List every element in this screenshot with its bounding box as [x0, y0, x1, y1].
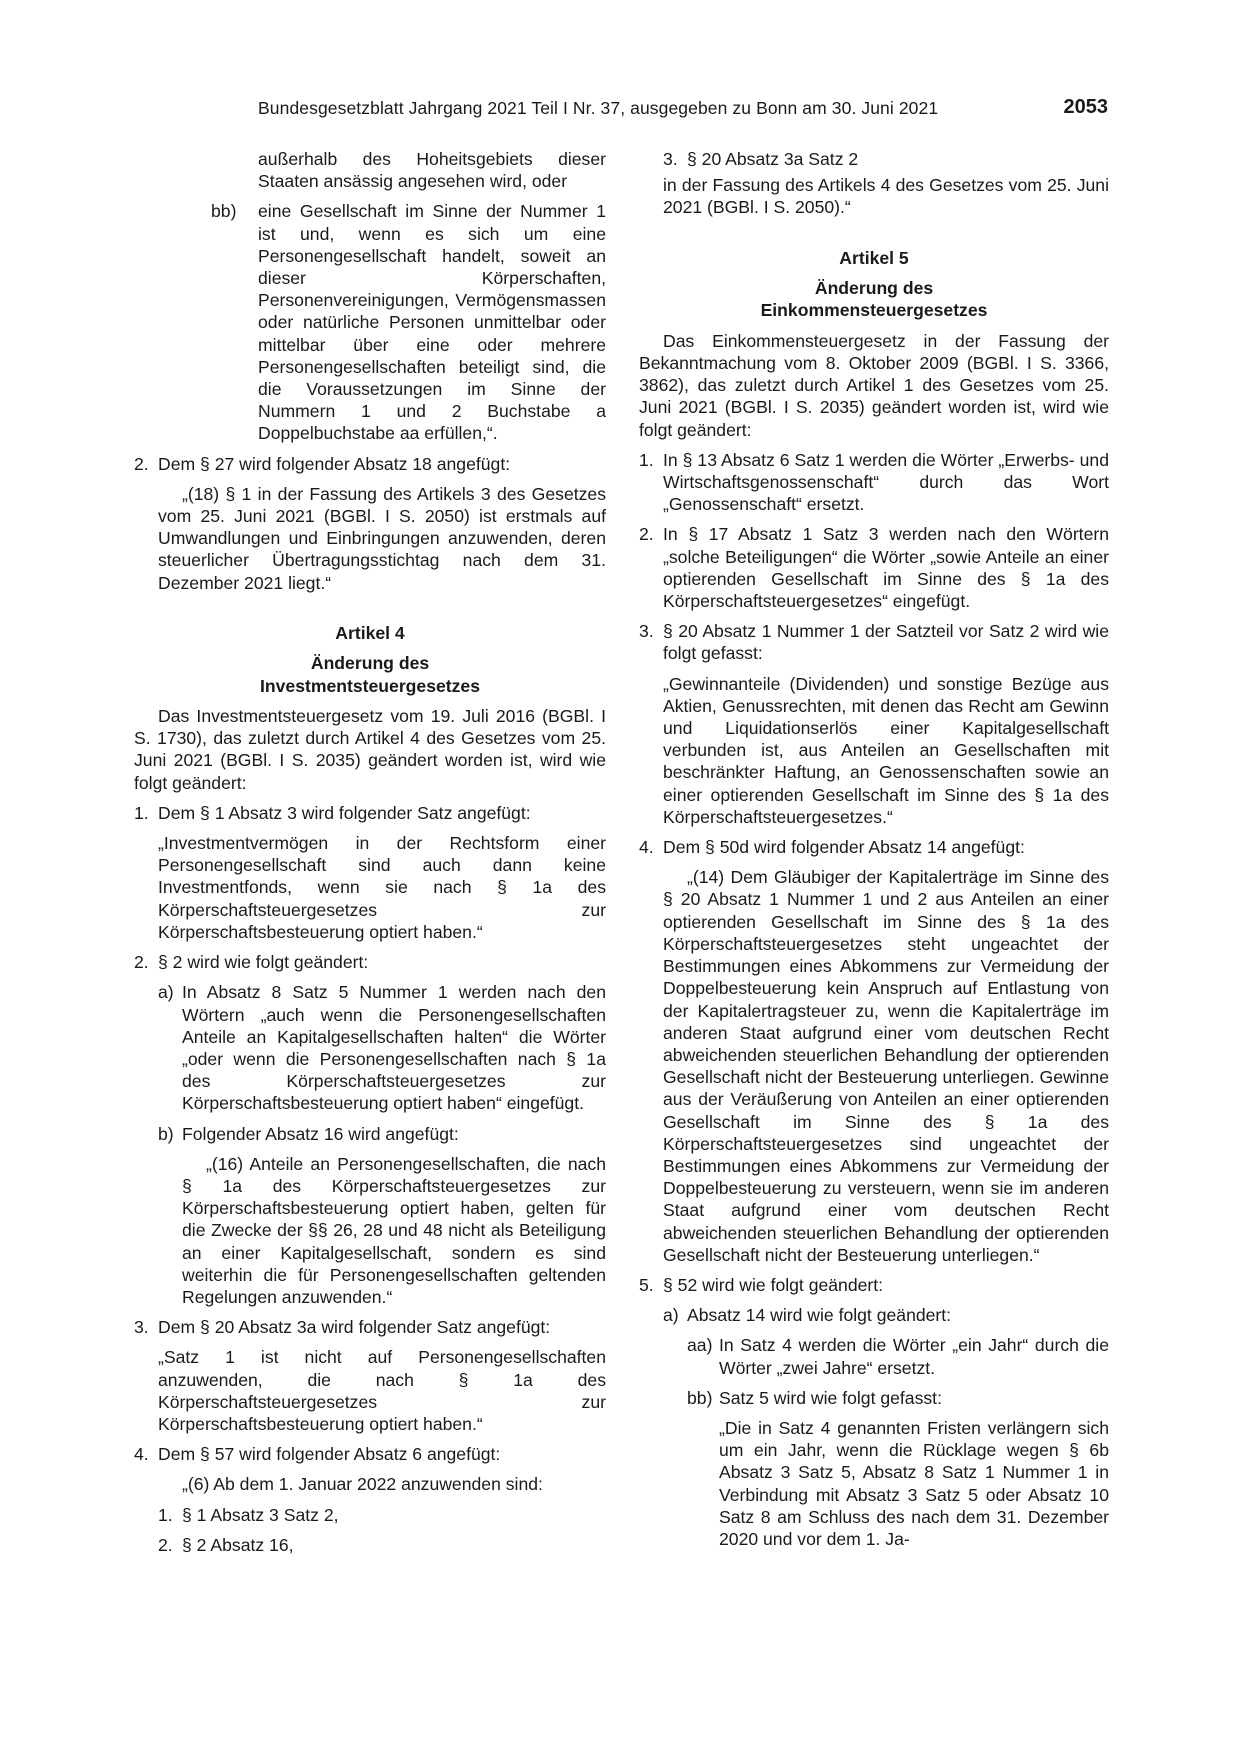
quoted-list-item — [134, 1504, 606, 1526]
article-title — [134, 652, 606, 697]
item-number: 2. — [134, 952, 149, 973]
item-number: 4. — [639, 837, 654, 858]
quoted-text: „Die in Satz 4 genannten Fristen verlängern sich um ein Jahr, wenn die Rücklage wegen § 6b Absatz 3 Satz 5, Absatz 8 Satz 1 Nummer 1 in Verbindung mit Absatz 3 Satz 5 oder Absatz 10 Satz 8 am Schluss des nach dem 31. Dezember 2020 und vor dem 1. Ja- — [719, 1417, 1109, 1549]
sub-sub-item-letter: aa) — [687, 1335, 713, 1356]
article-label: Artikel 5 — [839, 247, 909, 268]
item-text: § 2 Absatz 16, — [182, 1534, 294, 1555]
running-header — [258, 98, 1108, 128]
article-intro: Das Einkommensteuergesetz in der Fassung der Bekanntmachung vom 8. Oktober 2009 (BGBl. I S. 3366, 3862), das zuletzt durch Artikel 1 des Gesetzes vom 25. Juni 2021 (BGBl. I S. 2035) geändert worden ist, wird wie folgt geändert: — [639, 330, 1109, 440]
article-title-line: Änderung des — [310, 653, 430, 674]
item-number: 2. — [639, 524, 654, 545]
item-text: Dem § 50d wird folgender Absatz 14 angefügt: — [663, 837, 1025, 858]
list-item — [639, 836, 1109, 858]
article-title — [639, 277, 1109, 322]
item-text: § 52 wird wie folgt geändert: — [663, 1274, 884, 1295]
sub-item — [134, 1123, 606, 1145]
sub-item-text: Absatz 14 wird wie folgt geändert: — [687, 1305, 952, 1326]
sub-item — [639, 1304, 1109, 1326]
item-number: 3. — [134, 1317, 149, 1338]
item-text: Dem § 27 wird folgender Absatz 18 angefügt: — [158, 453, 511, 474]
right-column — [639, 148, 1109, 1558]
item-text: Dem § 1 Absatz 3 wird folgender Satz angefügt: — [158, 802, 531, 823]
item-number: 2. — [158, 1534, 173, 1555]
item-number: 5. — [639, 1274, 654, 1295]
quoted-text: „Investmentvermögen in der Rechtsform einer Personengesellschaft sind auch dann keine Investmentfonds, wenn sie nach § 1a des Körperschaftsteuergesetzes zur Körperschaftsbesteuerung optiert haben.“ — [158, 833, 606, 942]
left-column — [134, 148, 606, 1564]
quoted-text: „(6) Ab dem 1. Januar 2022 anzuwenden sind: — [182, 1474, 543, 1495]
article-title-line: Einkommensteuergesetzes — [760, 300, 988, 321]
item-number: 1. — [134, 802, 149, 823]
clause-bb — [134, 200, 606, 444]
quoted-text: „Gewinnanteile (Dividenden) und sonstige Bezüge aus Aktien, Genussrechten, mit denen das Recht am Gewinn und Liquidationserlös einer Kapitalgesellschaft verbunden ist, aus Anteilen an Gesellschaften mit beschränkter Haftung, an Genossenschaften sowie an einer optierenden Gesellschaft im Sinne des § 1a des Körperschaftsteuergesetzes.“ — [663, 673, 1109, 827]
sub-sub-item — [639, 1334, 1109, 1378]
running-title: Bundesgesetzblatt Jahrgang 2021 Teil I Nr. 37, ausgegeben zu Bonn am 30. Juni 2021 — [258, 98, 939, 118]
article-title-line: Änderung des — [814, 277, 934, 298]
list-item — [639, 523, 1109, 612]
item-text: Dem § 20 Absatz 3a wird folgender Satz angefügt: — [158, 1317, 551, 1338]
item-number: 1. — [158, 1504, 173, 1525]
quoted-text: „(18) § 1 in der Fassung des Artikels 3 des Gesetzes vom 25. Juni 2021 (BGBl. I S. 2050) ist erstmals auf Umwandlungen und Einbringungen anzuwenden, deren steuerlicher Übertragungsstichtag nach dem 31. Dezember 2021 liegt.“ — [158, 483, 606, 593]
sub-item-text: Folgender Absatz 16 wird angefügt: — [182, 1123, 459, 1144]
clause-number: bb) — [211, 201, 237, 222]
item-text: Dem § 57 wird folgender Absatz 6 angefügt: — [158, 1444, 501, 1465]
article-title-line: Investmentsteuergesetzes — [259, 675, 481, 696]
page-number: 2053 — [1063, 96, 1108, 118]
article-label: Artikel 4 — [335, 622, 405, 643]
quoted-text: „Satz 1 ist nicht auf Personengesellschaften anzuwenden, die nach § 1a des Körperschaftsteuergesetzes zur Körperschaftsbesteuerung optiert haben.“ — [158, 1347, 606, 1434]
sub-sub-item-text: In Satz 4 werden die Wörter „ein Jahr“ durch die Wörter „zwei Jahre“ ersetzt. — [719, 1335, 1109, 1378]
item-number: 3. — [663, 149, 678, 169]
quoted-text: „(16) Anteile an Personengesellschaften, die nach § 1a des Körperschaftsteuergesetzes zur Körperschaftsbesteuerung optiert haben, gelten für die Zwecke der §§ 26, 28 und 48 nicht als Beteiligung an einer Kapitalgesellschaft, sondern es sind weiterhin die für Personengesellschaften geltenden Regelungen anzuwenden.“ — [182, 1153, 606, 1307]
item-number: 4. — [134, 1444, 149, 1465]
item-text: § 1 Absatz 3 Satz 2, — [182, 1504, 339, 1525]
sub-sub-item-text: Satz 5 wird wie folgt gefasst: — [719, 1387, 942, 1408]
list-item — [639, 620, 1109, 664]
continued-clause-aa: außerhalb des Hoheitsgebiets dieser Staaten ansässig angesehen wird, oder — [258, 149, 606, 192]
list-item — [134, 802, 606, 824]
item-text: § 20 Absatz 3a Satz 2 — [687, 149, 859, 169]
clause-text: eine Gesellschaft im Sinne der Nummer 1 ist und, wenn es sich um eine Personengesellschaft handelt, soweit an dieser Körperschaften, Personenvereinigungen, Vermögensmassen oder natürliche Personen unmittelbar oder mittelbar über eine oder mehrere Personengesellschaften beteiligt sind, die die Voraussetzungen im Sinne der Nummern 1 und 2 Buchstabe a Doppelbuchstabe aa erfüllen,“. — [258, 201, 606, 444]
list-item — [639, 449, 1109, 516]
sub-sub-item — [639, 1387, 1109, 1409]
item-text: In § 17 Absatz 1 Satz 3 werden nach den Wörtern „solche Beteiligungen“ die Wörter „sowie Anteile an einer optierenden Gesellschaft im Sinne des § 1a des Körperschaftsteuergesetzes“ eingefügt. — [663, 524, 1109, 612]
item-number: 1. — [639, 449, 654, 470]
sub-item-letter: a) — [663, 1305, 679, 1326]
quoted-text: „(14) Dem Gläubiger der Kapitalerträge im Sinne des § 20 Absatz 1 Nummer 1 und 2 aus Anteilen an einer optierenden Gesellschaft im Sinne des § 1a des Körperschaftsteuergesetzes steht ungeachtet der Bestimmungen eines Abkommens zur Vermeidung der Doppelbesteuerung kein Anspruch auf Entlastung von der Kapitalertragsteuer zu, wenn die Kapitalerträge im anderen Staat aufgrund einer vom deutschen Recht abweichenden steuerlichen Behandlung der optierenden Gesellschaft nicht der Besteuerung unterliegen. Gewinne aus der Veräußerung von Anteilen an einer optierenden Gesellschaft im Sinne des § 1a des Körperschaftsteuergesetzes sind ungeachtet der Bestimmungen eines Abkommens zur Vermeidung der Doppelbesteuerung zu versteuern, wenn sie im anderen Staat aufgrund einer vom deutschen Recht abweichenden steuerlichen Behandlung der optierenden Gesellschaft nicht der Besteuerung unterliegen.“ — [663, 867, 1109, 1265]
list-item — [639, 1274, 1109, 1296]
quoted-list-item — [134, 1534, 606, 1556]
item-text: In § 13 Absatz 6 Satz 1 werden die Wörter „Erwerbs- und Wirtschaftsgenossenschaft“ durch das Wort „Genossenschaft“ ersetzt. — [663, 449, 1109, 515]
item-text: § 20 Absatz 1 Nummer 1 der Satzteil vor Satz 2 wird wie folgt gefasst: — [663, 621, 1109, 664]
item-number: 3. — [639, 621, 654, 642]
list-item — [134, 951, 606, 973]
quoted-text: in der Fassung des Artikels 4 des Gesetzes vom 25. Juni 2021 (BGBl. I S. 2050).“ — [663, 175, 1109, 218]
list-item — [134, 453, 606, 475]
list-item — [134, 1443, 606, 1465]
sub-item-letter: b) — [158, 1123, 174, 1144]
article-intro: Das Investmentsteuergesetz vom 19. Juli 2016 (BGBl. I S. 1730), das zuletzt durch Artikel 4 des Gesetzes vom 25. Juni 2021 (BGBl. I S. 2035) geändert worden ist, wird wie folgt geändert: — [134, 706, 606, 793]
item-text: § 2 wird wie folgt geändert: — [158, 952, 369, 973]
list-item — [134, 1316, 606, 1338]
sub-item-text: In Absatz 8 Satz 5 Nummer 1 werden nach den Wörtern „auch wenn die Personengesellschaften Anteile an Kapitalgesellschaften halten“ die Wörter „oder wenn die Personengesellschaften nach § 1a des Körperschaftsteuergesetzes zur Körperschaftsbesteuerung optiert haben“ eingefügt. — [182, 982, 606, 1114]
quoted-list-item — [639, 148, 1109, 170]
sub-item — [134, 981, 606, 1114]
sub-item-letter: a) — [158, 982, 174, 1003]
sub-sub-item-letter: bb) — [687, 1387, 713, 1408]
item-number: 2. — [134, 453, 149, 474]
